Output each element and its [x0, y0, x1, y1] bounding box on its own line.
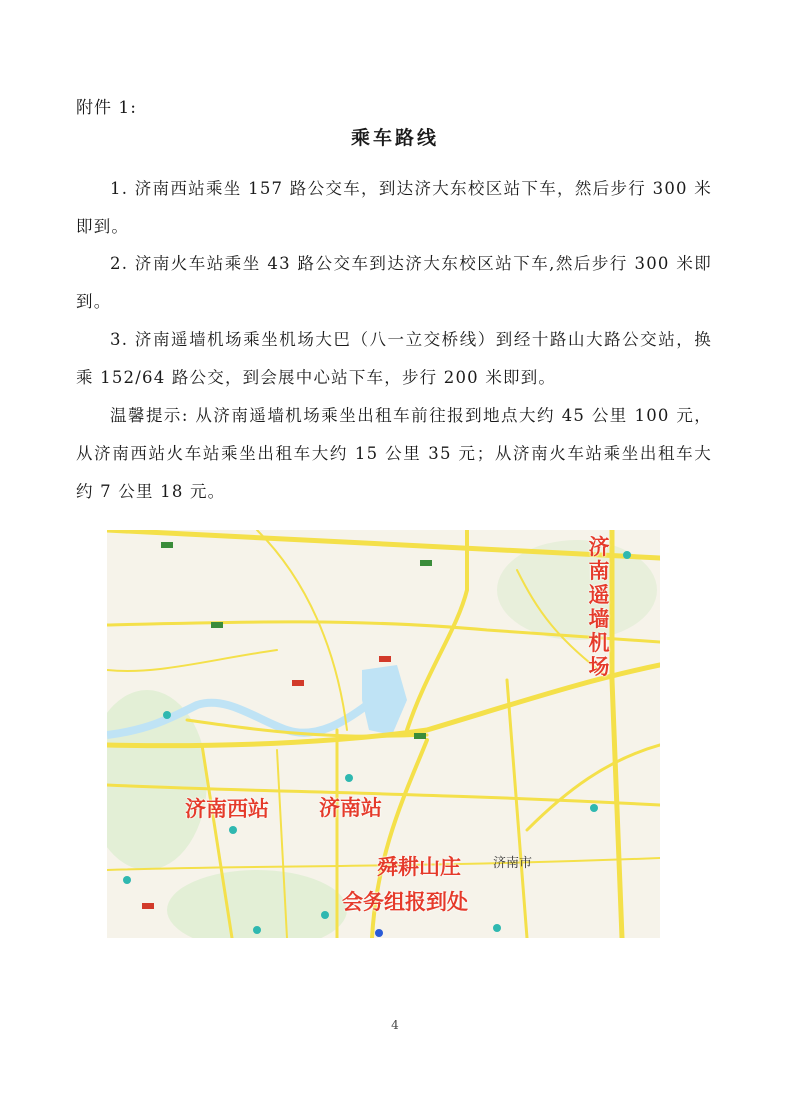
- route-paragraph-2: 2. 济南火车站乘坐 43 路公交车到达济大东校区站下车,然后步行 300 米即到。: [76, 254, 712, 311]
- west-station-label: 济南西站: [185, 797, 269, 821]
- venue-pin: [375, 929, 383, 937]
- document-title: 乘车路线: [350, 127, 439, 149]
- poi-marker: [590, 804, 598, 812]
- city-label: 济南市: [493, 856, 533, 871]
- poi-marker: [493, 924, 501, 932]
- highway-shield: [414, 733, 426, 739]
- route-paragraph-3: 3. 济南遥墙机场乘坐机场大巴（八一立交桥线）到经十路山大路公交站，换乘 152/64 路公交，到会展中心站下车，步行 200 米即到。: [76, 330, 712, 387]
- poi-marker: [345, 774, 353, 782]
- station-label: 济南站: [319, 796, 382, 820]
- poi-marker: [321, 911, 329, 919]
- page-number: 4: [391, 1018, 399, 1032]
- highway-shield: [292, 680, 304, 686]
- registration-label: 会务组报到处: [342, 890, 468, 914]
- poi-marker: [163, 711, 171, 719]
- venue-label: 舜耕山庄: [377, 855, 461, 879]
- poi-marker: [229, 826, 237, 834]
- route-paragraph-1: 1. 济南西站乘坐 157 路公交车，到达济大东校区站下车，然后步行 300 米即到。: [76, 179, 712, 236]
- highway-shield: [211, 622, 223, 628]
- highway-shield: [161, 542, 173, 548]
- attachment-label: 附件 1:: [76, 98, 137, 118]
- poi-marker: [123, 876, 131, 884]
- poi-marker: [623, 551, 631, 559]
- route-map: [107, 530, 660, 938]
- highway-shield: [142, 903, 154, 909]
- highway-shield: [420, 560, 432, 566]
- highway-shield: [379, 656, 391, 662]
- tips-paragraph: 温馨提示: 从济南遥墙机场乘坐出租车前往报到地点大约 45 公里 100 元，从济南西站火车站乘坐出租车大约 15 公里 35 元；从济南火车站乘坐出租车大约 7 公里 18 元。: [76, 406, 712, 501]
- poi-marker: [253, 926, 261, 934]
- airport-label: 济南遥墙机场: [588, 535, 610, 679]
